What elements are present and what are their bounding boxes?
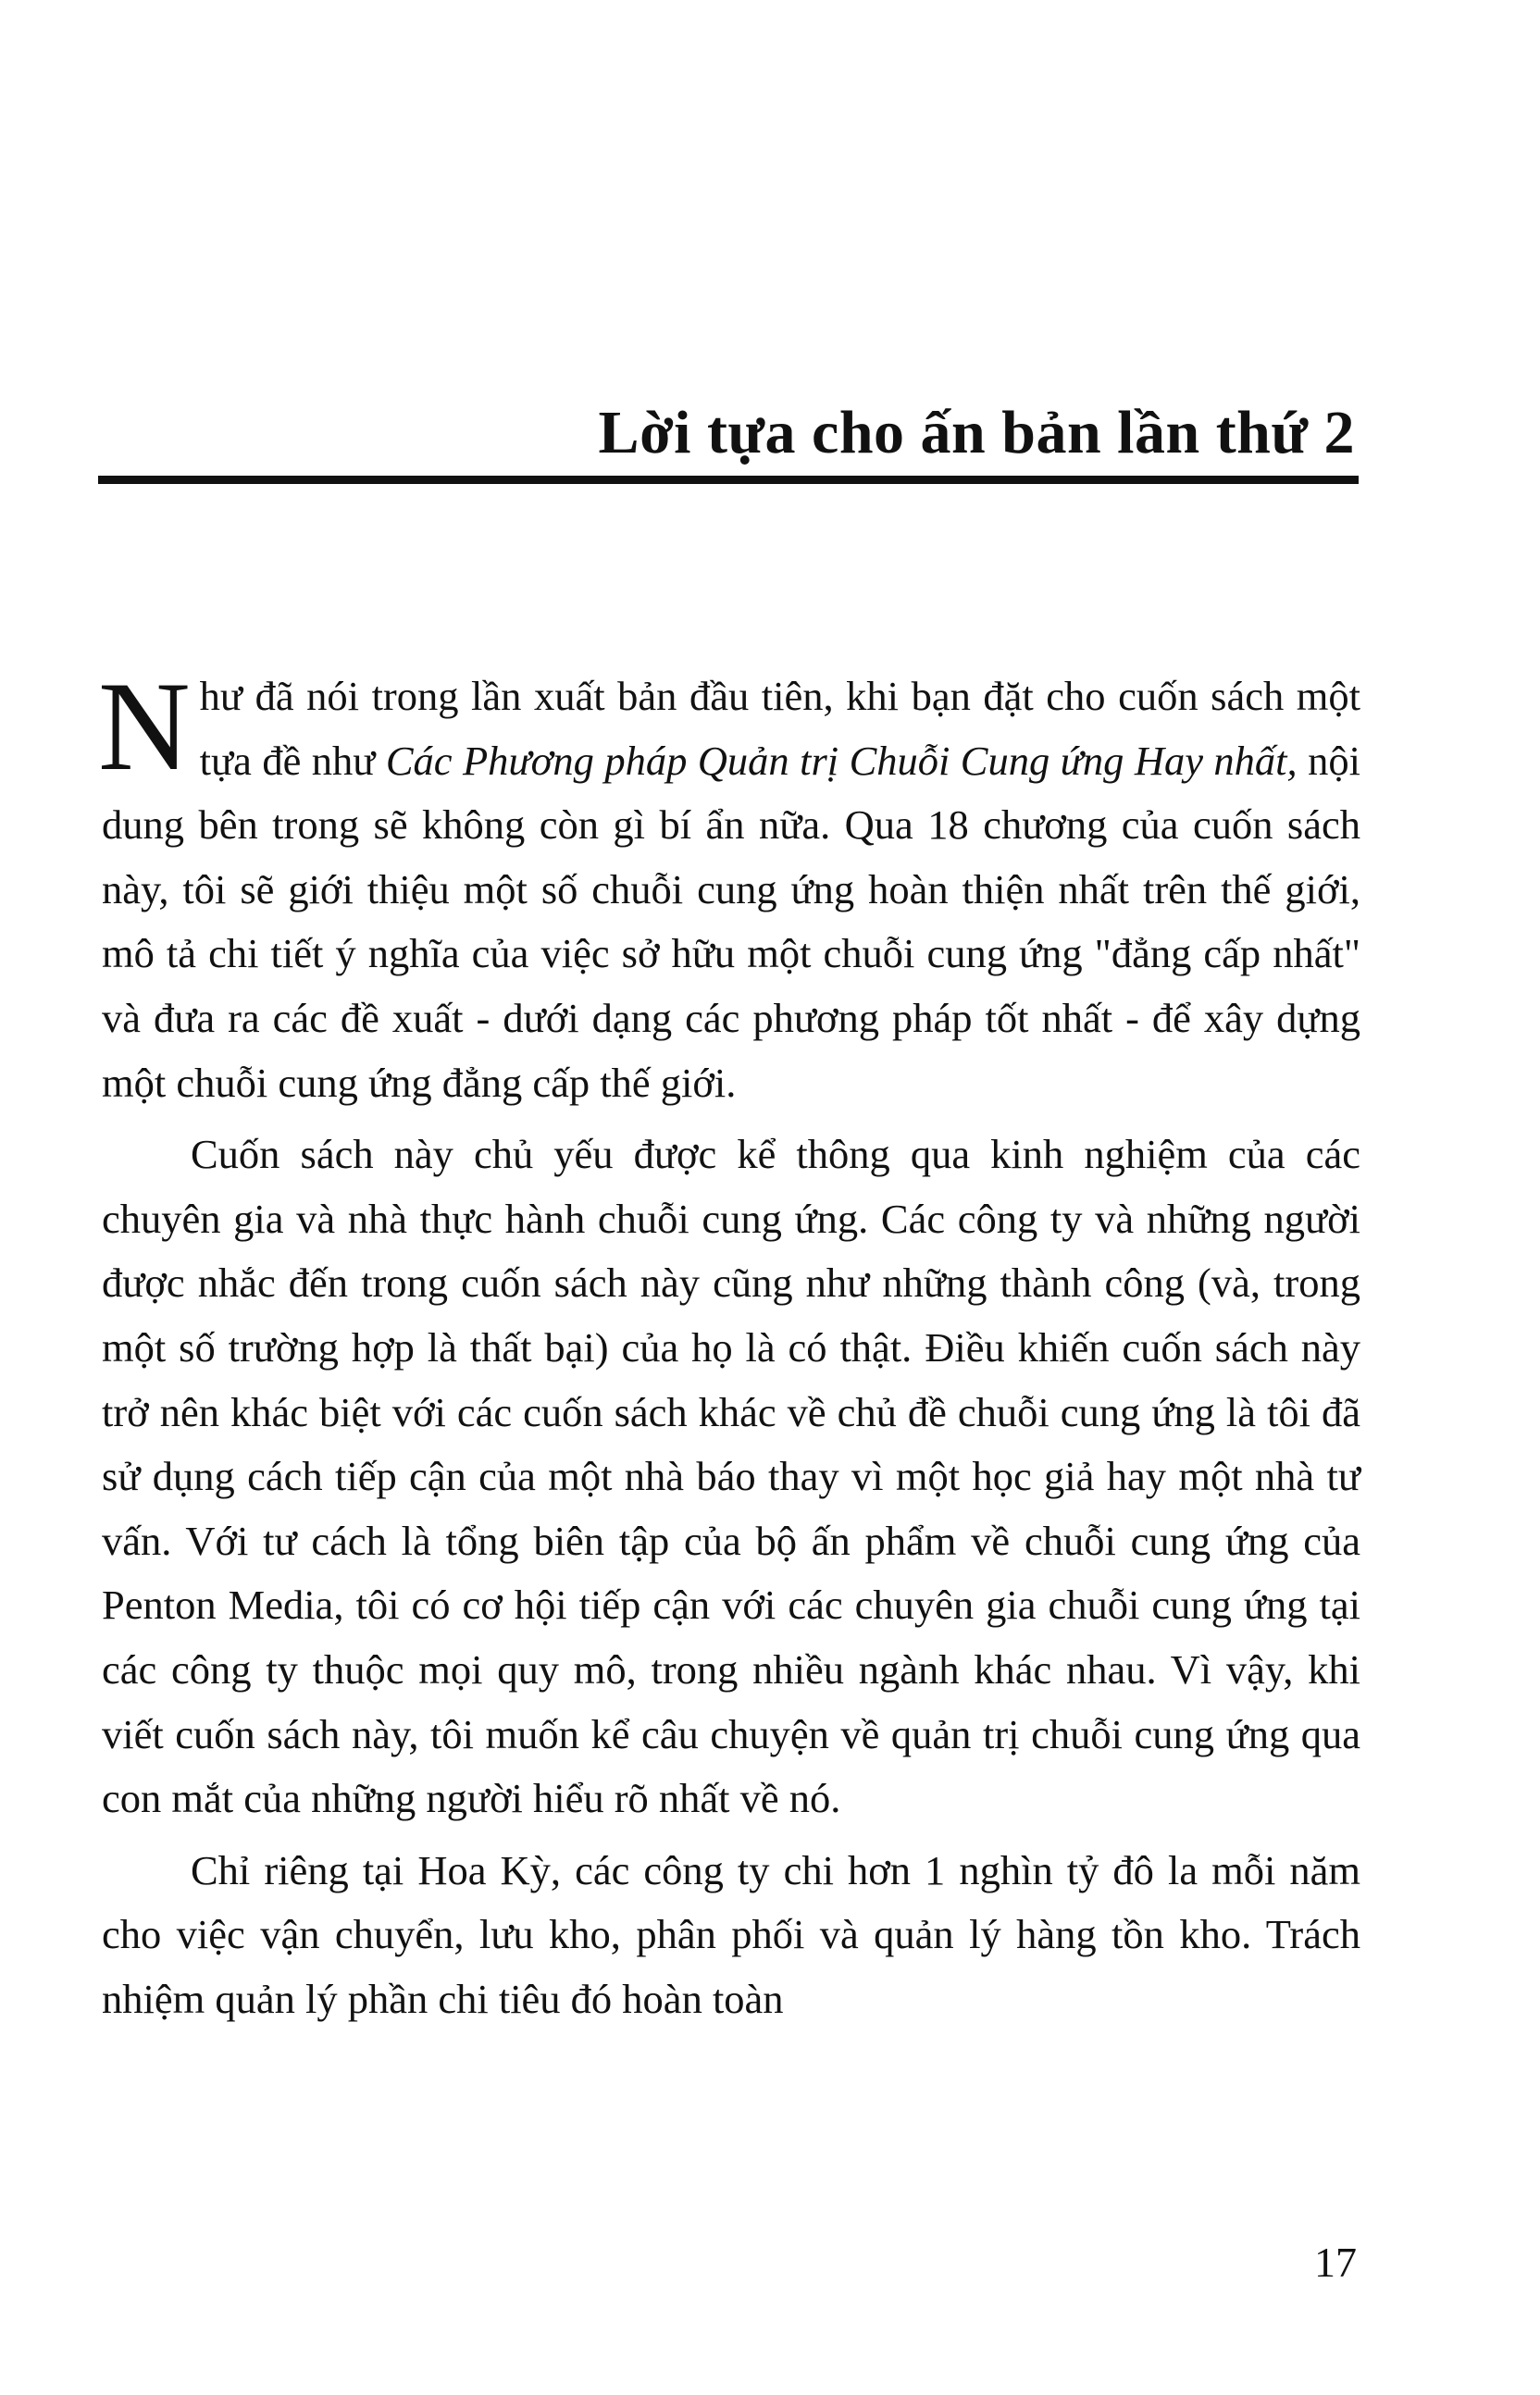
paragraph-1-text-after: nội dung bên trong sẽ không còn gì bí ẩn nữa. Qua 18 chương của cuốn sách này, tôi sẽ giới thiệu một số chuỗi cung ứng hoàn thiện nhất trên thế giới, mô tả chi tiết ý nghĩa của việc sở hữu một chuỗi cung ứng "đẳng cấp nhất" và đưa ra các đề xuất - dưới dạng các phương pháp tốt nhất - để xây dựng một chuỗi cung ứng đẳng cấp thế giới. xyxy=(102,737,1360,1106)
paragraph-2: Cuốn sách này chủ yếu được kể thông qua kinh nghiệm của các chuyên gia và nhà thực hành chuỗi cung ứng. Các công ty và những người được nhắc đến trong cuốn sách này cũng như những thành công (và, trong một số trường hợp là thất bại) của họ là có thật. Điều khiến cuốn sách này trở nên khác biệt với các cuốn sách khác về chủ đề chuỗi cung ứng là tôi đã sử dụng cách tiếp cận của một nhà báo thay vì một học giả hay một nhà tư vấn. Với tư cách là tổng biên tập của bộ ấn phẩm về chuỗi cung ứng của Penton Media, tôi có cơ hội tiếp cận với các chuyên gia chuỗi cung ứng tại các công ty thuộc mọi quy mô, trong nhiều ngành khác nhau. Vì vậy, khi viết cuốn sách này, tôi muốn kể câu chuyện về quản trị chuỗi cung ứng qua con mắt của những người hiểu rõ nhất về nó. xyxy=(102,1131,1360,1822)
paragraph-3: Chỉ riêng tại Hoa Kỳ, các công ty chi hơn 1 nghìn tỷ đô la mỗi năm cho việc vận chuyển, lưu kho, phân phối và quản lý hàng tồn kho. Trách nhiệm quản lý phần chi tiêu đó hoàn toàn xyxy=(102,1846,1360,2022)
chapter-title: Lời tựa cho ấn bản lần thứ 2 xyxy=(598,399,1355,466)
body-text xyxy=(98,655,1360,2031)
paragraph-1 xyxy=(98,655,1360,1115)
page-number: 17 xyxy=(1314,2239,1357,2286)
paragraph-1-text-before: hư đã nói trong lần xuất bản đầu tiên, khi bạn đặt cho cuốn sách một tựa đề như xyxy=(199,673,1360,784)
title-rule xyxy=(98,476,1359,484)
book-title-italic: Các Phương pháp Quản trị Chuỗi Cung ứng Hay nhất, xyxy=(385,737,1298,784)
drop-cap: N xyxy=(98,655,191,797)
